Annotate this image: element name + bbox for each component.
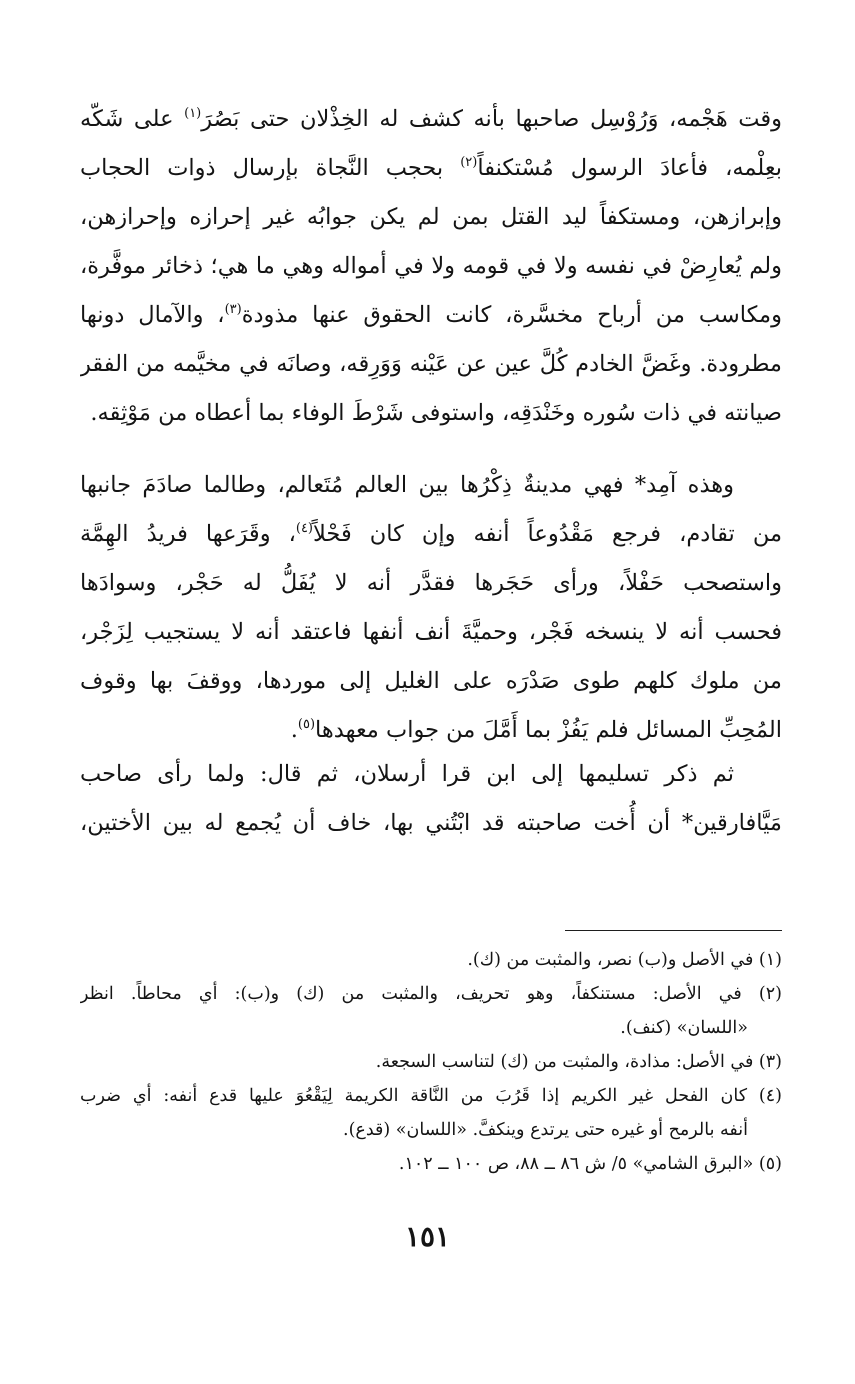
text-line: صيانته في ذات سُوره وخَنْدَقِه، واستوفى شَرْطَ الوفاء بما أعطاه من مَوْثِقه. [90, 400, 782, 426]
paragraph-2 [80, 461, 782, 755]
footnote-ref[interactable]: (١) [184, 106, 202, 121]
text-line: وقت هَجْمه، وَرُوْسِل صاحبها بأنه كشف له الخِذْلان حتى بَصُرَ$^{(١)}$ على شَكّه [80, 106, 782, 132]
text-line: من تقادم، فرجع مَقْدُوعاً أنفه وإن كان فَحْلاً$^{(٤)}$، وقَرَعها فريدُ الهِمَّة [80, 521, 782, 547]
paragraph-3 [80, 750, 782, 848]
text-line: وإبرازهن، ومستكفاً ليد القتل بمن لم يكن جوابُه غير إحرازه وإحرازهن، [80, 204, 782, 230]
text-line: وهذه آمِد* فهي مدينةٌ ذِكْرُها بين العالم مُتَعالم، وطالما صادَمَ جانبها [80, 472, 734, 498]
paragraph-1 [80, 95, 782, 438]
footnote-ref[interactable]: (٢) [460, 155, 478, 170]
footnote-5: (٥) «البرق الشامي» ٥/ ش ٨٦ ــ ٨٨، ص ١٠٠ ــ ١٠٢. [398, 1154, 782, 1174]
text-line: ومكاسب من أرباح مخسَّرة، كانت الحقوق عنها مذودة$^{(٣)}$، والآمال دونها [80, 302, 782, 328]
footnote-ref[interactable]: (٥) [297, 717, 316, 732]
text-line: ولم يُعارِضْ في نفسه ولا في قومه ولا في أمواله وهي ما هي؛ ذخائر موفَّرة، [80, 253, 782, 279]
text-line: بعِلْمه، فأعادَ الرسول مُسْتكنفاً$^{(٢)}$ بحجب النَّجاة بإرسال ذوات الحجاب [80, 155, 782, 181]
footnote-separator [565, 930, 782, 931]
footnote-4-continued: أنفه بالرمح أو غيره حتى يرتدع وينكفَّ. «اللسان» (قدع). [343, 1120, 748, 1140]
footnote-ref[interactable]: (٤) [295, 521, 313, 536]
page-number: ١٥١ [404, 1220, 451, 1253]
text-line: المُحِبِّ المسائل فلم يَفُزْ بما أَمَّلَ من جواب معهدها$^{(٥)}$. [290, 717, 782, 743]
text-line: واستصحب حَفْلاً، ورأى حَجَرها فقدَّر أنه لا يُفَلُّ له حَجْر، وسوادَها [80, 570, 782, 596]
footnote-1: (١) في الأصل و(ب) نصر، والمثبت من (ك). [467, 950, 782, 970]
footnote-3: (٣) في الأصل: مذادة، والمثبت من (ك) لتناسب السجعة. [375, 1052, 782, 1072]
text-line: مطرودة. وغَضَّ الخادم كُلَّ عين عن عَيْنه وَوَرِقه، وصانَه في مخيَّمه من الفقر [80, 351, 782, 377]
footnote-2-continued: «اللسان» (كنف). [620, 1018, 748, 1038]
text-line: ثم ذكر تسليمها إلى ابن قرا أرسلان، ثم قال: ولما رأى صاحب [80, 761, 734, 787]
text-line: مَيَّافارقين* أن أُخت صاحبته قد ابْتُني بها، خاف أن يُجمع له بين الأختين، [80, 810, 782, 836]
text-line: فحسب أنه لا ينسخه فَجْر، وحميَّةَ أنف أنفها فاعتقد أنه لا يستجيب لِزَجْر، [80, 619, 782, 645]
text-line: من ملوك كلهم طوى صَدْرَه على الغليل إلى موردها، ووقفَ بها وقوف [80, 668, 782, 694]
footnote-2: (٢) في الأصل: مستنكفاً، وهو تحريف، والمثبت من (ك) و(ب): أي محاطاً. انظر [80, 984, 782, 1004]
footnotes [80, 943, 782, 1181]
footnote-4: (٤) كان الفحل غير الكريم إذا قَرُبَ من النَّاقة الكريمة لِيَقْعُوَ عليها قدع أنفه: أي ضرب [80, 1086, 782, 1106]
footnote-ref[interactable]: (٣) [224, 302, 242, 317]
